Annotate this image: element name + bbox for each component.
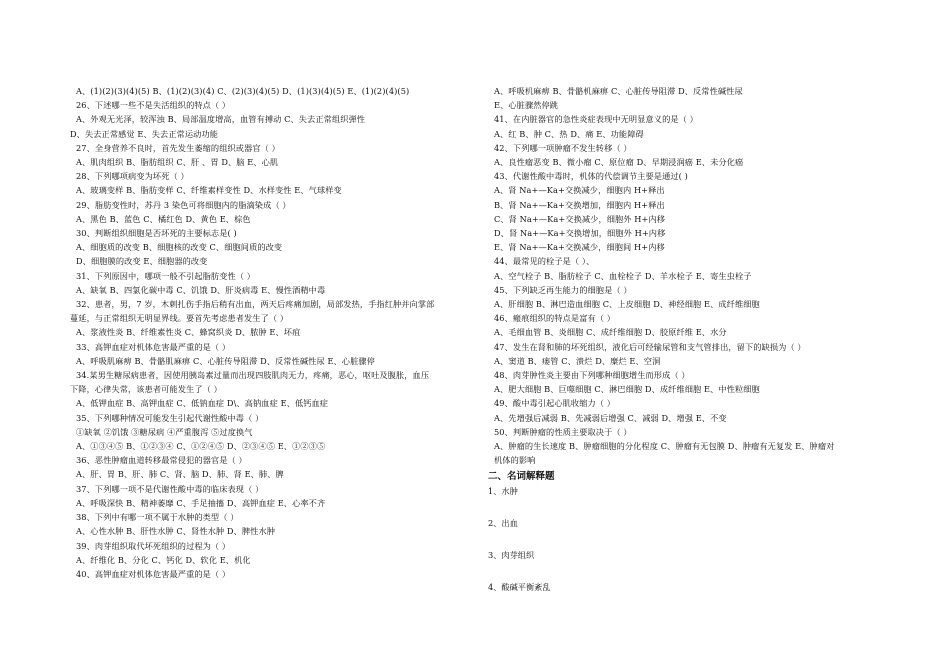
question-line: 31、下列原因中，哪项一般不引起脂肪变性（ ）: [76, 270, 256, 281]
question-line: 28、下列哪项病变为坏死（ ）: [76, 171, 189, 182]
term-item: 2、出血: [488, 518, 518, 529]
question-line: A、呼吸机麻痹 B、骨骼机麻痹 C、心脏传导阻滞 D、反常性碱性尿: [494, 86, 743, 96]
question-line: A、玻璃变样 B、脂肪变样 C、纤维素样变性 D、水样变性 E、气球样变: [76, 185, 342, 196]
question-line: A、先增强后减弱 B、先减弱后增强 C、减弱 D、增强 E、不变: [494, 412, 727, 423]
question-line: A、窦道 B、瘘管 C、溃烂 D、糜烂 E、空洞: [494, 355, 661, 366]
question-line: 36、恶性肿瘤血道转移最常侵犯的器官是（ ）: [76, 455, 247, 466]
question-line: 蔓延，与正常组织无明显界线。要首先考虑患者发生了（ ）: [70, 313, 289, 324]
question-line: 38、下列中有哪一项不属于水肿的类型（ ）: [76, 512, 239, 523]
question-line: 43、代谢性酸中毒时，机体的代偿调节主要是通过( ): [494, 171, 688, 182]
question-line: A、肌肉组织 B、脂肪组织 C、肝 、胃 D、脑 E、心肌: [76, 157, 279, 168]
question-line: 49、酸中毒引起心肌收缩力（ ）: [494, 398, 616, 409]
question-line: 41、在内脏器官的急性炎症表现中无明显意义的是（ ）: [494, 114, 698, 125]
question-line: 37、下列哪一项不是代谢性酸中毒的临床表现（ ）: [76, 483, 264, 494]
question-line: A、肝、胃 B、肝、肺 C、肾、脑 D、肺、肾 E、肺、脾: [76, 469, 284, 480]
question-line: 27、全身营养不良时，首先发生萎缩的组织或器官（ ）: [76, 142, 280, 153]
question-line: 47、发生在肾和肺的坏死组织，液化后可经输尿管和支气管排出，留下的缺损为（ ）: [494, 341, 806, 352]
question-line: A、缺氧 B、四氯化碳中毒 C、饥饿 D、肝炎病毒 E、慢性酒精中毒: [76, 284, 326, 295]
question-line: A、①③④⑤ B、①②③④ C、①②④⑤ D、②③④⑤ E、①②③⑤: [76, 441, 326, 452]
question-line: 48、肉芽肿性炎主要由下列哪种细胞增生而形成（ ）: [494, 370, 690, 381]
question-line: A、毛细血管 B、炎细胞 C、成纤维细胞 D、胶原纤维 E、水分: [494, 327, 727, 338]
question-line: 机体的影响: [494, 455, 536, 466]
question-lines-right: [488, 84, 888, 467]
left-column: [70, 84, 468, 581]
question-line: A、心性水肿 B、肝性水肿 C、肾性水肿 D、脾性水肿: [76, 526, 276, 537]
question-line: 29、脂肪变性时，苏丹 3 染色可将细胞内的脂滴染成（ ）: [76, 199, 291, 210]
question-line: A、呼吸深快 B、精神萎靡 C、手足抽搐 D、高钾血症 E、心率不齐: [76, 497, 326, 508]
question-line: 30、判断组织细胞是否坏死的主要标志是( ): [76, 228, 237, 239]
question-line: ①缺氧 ②饥饿 ③糖尿病 ④严重腹泻 ⑤过度换气: [76, 426, 253, 437]
question-line: A、(1)(2)(3)(4)(5) B、(1)(2)(3)(4) C、(2)(3)(4)(5) D、(1)(3)(4)(5) E、(1)(2)(4)(5): [76, 86, 410, 96]
term-item: 4、酸碱平衡紊乱: [488, 582, 551, 593]
question-line: 32、患者，男，7 岁，木刺扎伤手指后稍有出血，两天后疼痛加剧，局部发热，手指红肿并向掌部: [76, 299, 435, 310]
question-line: 35、下列哪种情况可能发生引起代谢性酸中毒（ ）: [76, 412, 264, 423]
question-line: 50、判断肿瘤的性质主要取决于（ ）: [494, 426, 632, 437]
question-line: A、空气栓子 B、脂肪栓子 C、血栓栓子 D、羊水栓子 E、寄生虫栓子: [494, 270, 752, 281]
question-line: B、肾 Na+—Ka+交换增加，细胞内 H+释出: [494, 199, 665, 210]
question-line: D、失去正常感觉 E、失去正常运动功能: [70, 128, 219, 139]
question-line: A、肝细胞 B、淋巴造血细胞 C、上皮细胞 D、神经细胞 E、成纤维细胞: [494, 299, 760, 310]
question-line: C、肾 Na+—Ka+交换减少，细胞外 H+内移: [494, 213, 666, 224]
question-line: 46、瘢痕组织的特点是富有（ ）: [494, 313, 616, 324]
question-line: A、黑色 B、蓝色 C、橘红色 D、黄色 E、棕色: [76, 213, 251, 224]
question-line: A、肿瘤的生长速度 B、肿瘤细胞的分化程度 C、肿瘤有无包膜 D、肿瘤有无复发 E、肿瘤对: [494, 441, 835, 452]
question-line: 39、肉芽组织取代坏死组织的过程为（ ）: [76, 540, 231, 551]
question-line: E、心脏骤然停跳: [494, 100, 559, 111]
question-line: A、低钾血症 B、高钾血症 C、低钠血症 D\、高钠血症 E、低钙血症: [76, 398, 329, 409]
question-line: 34.某男生糖尿病患者，因使用胰岛素过量而出现四肢肌肉无力，疼痛，恶心，呕吐及腹胀，血压: [76, 370, 430, 381]
question-line: 26、下述哪一些不是失活组织的特点（ ）: [76, 100, 231, 111]
question-line: A、肾 Na+—Ka+交换减少，细胞内 H+释出: [494, 185, 665, 196]
question-line: A、呼吸肌麻痹 B、骨骼肌麻痹 C、心脏传导阻滞 D、反常性碱性尿 E、心脏骤停: [76, 355, 375, 366]
question-line: 40、高钾血症对机体危害最严重的是（ ）: [76, 568, 231, 579]
right-column: [488, 84, 888, 594]
question-line: A、细胞质的改变 B、细胞核的改变 C、细胞间质的改变: [76, 242, 283, 253]
question-line: 下降，心律失常，该患者可能发生了（ ）: [70, 384, 222, 395]
question-line: A、良性瘤恶变 B、微小瘤 C、原位瘤 D、早期浸润癌 E、未分化癌: [494, 157, 744, 168]
question-line: A、肥大细胞 B、巨噬细胞 C、淋巴细胞 D、成纤维细胞 E、中性粒细胞: [494, 384, 760, 395]
question-line: 44、最常见的栓子是（ ）、: [494, 256, 595, 267]
question-line: 33、高钾血症对机体危害最严重的是（ ）: [76, 341, 231, 352]
question-line: A、外观无光泽，较浑浊 B、局部温度增高，血管有搏动 C、失去正常组织弹性: [76, 114, 366, 125]
section-title: 二、名词解释题: [488, 471, 555, 483]
question-line: A、浆液性炎 B、纤维素性炎 C、蜂窝织炎 D、脓肿 E、坏疽: [76, 327, 301, 338]
question-line: E、肾 Na+—Ka+交换减少，细胞间 H+内移: [494, 242, 665, 253]
question-line: 42、下列哪一项肿瘤不发生转移（ ）: [494, 142, 632, 153]
question-line: D、肾 Na+—Ka+交换增加，细胞外 H+内移: [494, 228, 666, 239]
question-line: A、纤维化 B、分化 C、钙化 D、软化 E、机化: [76, 554, 251, 565]
question-line: 45、下列缺乏再生能力的细胞是（ ）: [494, 284, 632, 295]
question-line: A、红 B、肿 C、热 D、痛 E、功能障碍: [494, 128, 644, 139]
term-item: 1、水肿: [488, 486, 518, 497]
term-item: 3、肉芽组织: [488, 550, 535, 561]
question-line: D、细胞膜的改变 E、细胞器的改变: [76, 256, 208, 267]
